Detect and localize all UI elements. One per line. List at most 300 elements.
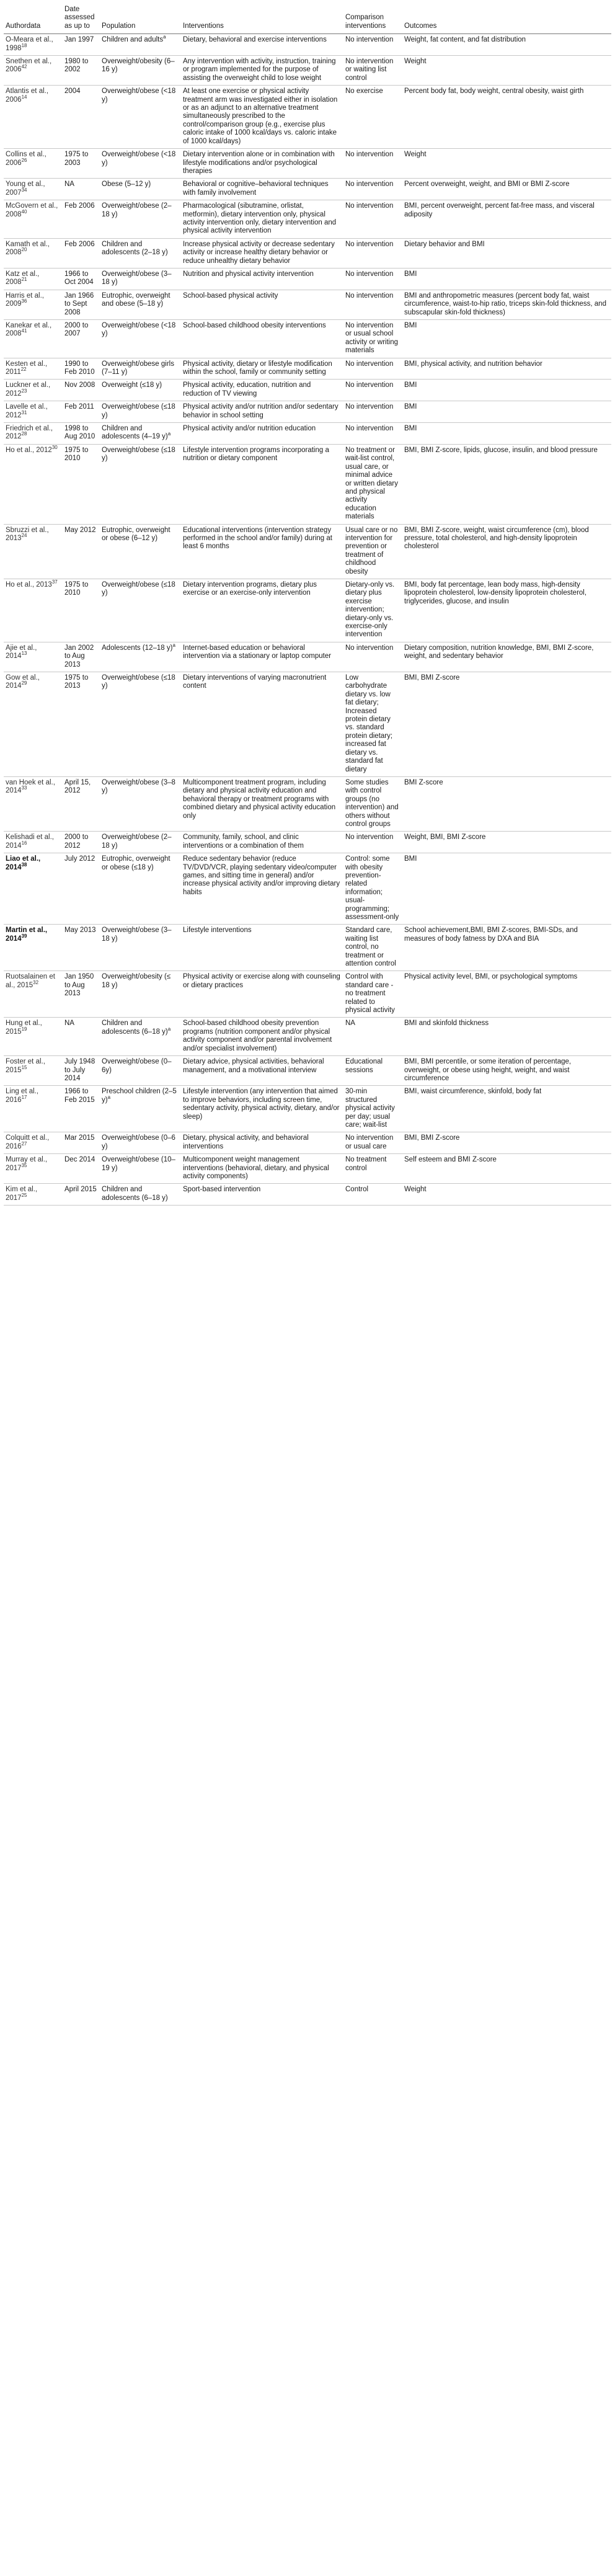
outcomes-cell: BMI and anthropometric measures (percent body fat, waist circumference, waist-to-hip ratio, triceps skin-fold thickness, and subscapular skin-fold thickness) bbox=[402, 290, 611, 319]
date-cell: 2004 bbox=[63, 86, 100, 149]
footnote-marker: a bbox=[107, 1094, 111, 1100]
reference-number: 17 bbox=[21, 1094, 27, 1100]
author-name: Kanekar et al., 2008 bbox=[6, 322, 52, 338]
header-author: Authordata bbox=[4, 3, 63, 34]
comparison-cell: Low carbohydrate dietary vs. low fat dietary; Increased protein dietary vs. standard protein dietary; increased fat dietary vs. standard fat dietary bbox=[343, 672, 402, 777]
population-text: Overweight/obese (3–8 y) bbox=[102, 778, 175, 795]
author-name: McGovern et al., 2008 bbox=[6, 202, 58, 218]
author-cell bbox=[4, 1086, 63, 1132]
interventions-cell: Dietary, behavioral and exercise interventions bbox=[181, 34, 343, 56]
date-cell: April 2015 bbox=[63, 1184, 100, 1206]
table-row bbox=[4, 358, 611, 380]
date-cell: 1966 to Oct 2004 bbox=[63, 268, 100, 290]
table-row bbox=[4, 444, 611, 524]
population-text: Children and adolescents (6–18 y) bbox=[102, 1019, 168, 1036]
population-cell bbox=[100, 56, 181, 86]
outcomes-cell: Weight bbox=[402, 149, 611, 179]
footnote-marker: a bbox=[163, 34, 166, 40]
outcomes-cell: BMI Z-score bbox=[402, 776, 611, 831]
comparison-cell: Standard care, waiting list control, no treatment or attention control bbox=[343, 925, 402, 971]
author-name: Hung et al., 2015 bbox=[6, 1019, 42, 1036]
table-row bbox=[4, 642, 611, 672]
author-name: Young et al., 2007 bbox=[6, 180, 45, 197]
author-name: Murray et al., 2017 bbox=[6, 1156, 48, 1172]
comparison-cell: No intervention bbox=[343, 358, 402, 380]
interventions-cell: Physical activity and/or nutrition education bbox=[181, 423, 343, 445]
table-row bbox=[4, 238, 611, 268]
author-cell bbox=[4, 200, 63, 239]
population-text: Eutrophic, overweight or obese (≤18 y) bbox=[102, 855, 170, 871]
population-text: Overweight/obese (<18 y) bbox=[102, 87, 176, 104]
author-cell bbox=[4, 268, 63, 290]
comparison-cell: Educational sessions bbox=[343, 1056, 402, 1086]
table-row bbox=[4, 1056, 611, 1086]
reference-number: 30 bbox=[51, 445, 58, 451]
interventions-cell: Lifestyle interventions bbox=[181, 925, 343, 971]
author-cell bbox=[4, 776, 63, 831]
interventions-cell: Nutrition and physical activity intervention bbox=[181, 268, 343, 290]
date-cell: Mar 2015 bbox=[63, 1132, 100, 1154]
population-cell bbox=[100, 776, 181, 831]
outcomes-cell: BMI, body fat percentage, lean body mass, high-density lipoprotein cholesterol, low-density lipoprotein cholesterol, triglycerides, glucose, and insulin bbox=[402, 579, 611, 642]
author-name: Martin et al., 2014 bbox=[6, 926, 48, 943]
table-row bbox=[4, 672, 611, 777]
date-cell: April 15, 2012 bbox=[63, 776, 100, 831]
population-cell bbox=[100, 444, 181, 524]
author-name: Friedrich et al., 2012 bbox=[6, 425, 53, 441]
population-text: Overweight/obese (<18 y) bbox=[102, 322, 176, 338]
author-name: Ling et al., 2016 bbox=[6, 1088, 39, 1104]
outcomes-cell: School achievement,BMI, BMI Z-scores, BMI-SDs, and measures of body fatness by DXA and BIA bbox=[402, 925, 611, 971]
population-text: Overweight/obese (3–18 y) bbox=[102, 270, 172, 286]
date-cell: 2000 to 2007 bbox=[63, 320, 100, 358]
comparison-cell: No intervention bbox=[343, 423, 402, 445]
author-cell bbox=[4, 56, 63, 86]
interventions-cell: Internet-based education or behavioral intervention via a stationary or laptop computer bbox=[181, 642, 343, 672]
population-cell bbox=[100, 832, 181, 853]
date-cell: NA bbox=[63, 1018, 100, 1056]
author-name: Snethen et al., 2006 bbox=[6, 58, 52, 74]
population-cell bbox=[100, 290, 181, 319]
reference-number: 24 bbox=[21, 533, 27, 539]
comparison-cell: No intervention bbox=[343, 290, 402, 319]
author-name: van Hoek et al., 2014 bbox=[6, 778, 55, 795]
population-cell bbox=[100, 1154, 181, 1184]
author-cell bbox=[4, 524, 63, 579]
table-row bbox=[4, 1018, 611, 1056]
author-name: Collins et al., 2006 bbox=[6, 151, 46, 167]
population-cell bbox=[100, 34, 181, 56]
reviews-table bbox=[4, 3, 611, 1206]
reference-number: 35 bbox=[21, 1162, 27, 1168]
author-name: Foster et al., 2015 bbox=[6, 1058, 45, 1074]
comparison-cell: No intervention bbox=[343, 380, 402, 401]
population-text: Overweight/obesity (≤ 18 y) bbox=[102, 973, 171, 989]
comparison-cell: No intervention bbox=[343, 149, 402, 179]
date-cell: May 2013 bbox=[63, 925, 100, 971]
author-name: Liao et al., 2014 bbox=[6, 855, 41, 871]
author-name: Harris et al., 2009 bbox=[6, 291, 44, 308]
population-text: Eutrophic, overweight and obese (5–18 y) bbox=[102, 291, 170, 308]
population-text: Children and adults bbox=[102, 36, 164, 44]
author-name: Katz et al., 2008 bbox=[6, 270, 40, 286]
header-comparison: Comparison interventions bbox=[343, 3, 402, 34]
date-cell: 1975 to 2003 bbox=[63, 149, 100, 179]
outcomes-cell: Percent overweight, weight, and BMI or BMI Z-score bbox=[402, 179, 611, 200]
table-row bbox=[4, 1132, 611, 1154]
comparison-cell: No treatment or wait-list control, usual care, or minimal advice or written dietary and physical activity education materials bbox=[343, 444, 402, 524]
interventions-cell: Educational interventions (intervention strategy performed in the school and/or family) during at least 6 months bbox=[181, 524, 343, 579]
outcomes-cell: BMI, waist circumference, skinfold, body fat bbox=[402, 1086, 611, 1132]
population-cell bbox=[100, 423, 181, 445]
author-name: Gow et al., 2014 bbox=[6, 674, 40, 690]
date-cell: 1975 to 2013 bbox=[63, 672, 100, 777]
comparison-cell: Dietary-only vs. dietary plus exercise intervention; dietary-only vs. exercise-only intervention bbox=[343, 579, 402, 642]
interventions-cell: Dietary, physical activity, and behavioral interventions bbox=[181, 1132, 343, 1154]
interventions-cell: Community, family, school, and clinic interventions or a combination of them bbox=[181, 832, 343, 853]
reference-number: 25 bbox=[21, 1192, 27, 1198]
interventions-cell: Dietary advice, physical activities, behavioral management, and a motivational interview bbox=[181, 1056, 343, 1086]
author-cell bbox=[4, 86, 63, 149]
outcomes-cell: Weight bbox=[402, 1184, 611, 1206]
author-cell bbox=[4, 1018, 63, 1056]
date-cell: May 2012 bbox=[63, 524, 100, 579]
table-row bbox=[4, 971, 611, 1018]
population-cell bbox=[100, 380, 181, 401]
outcomes-cell: Dietary composition, nutrition knowledge, BMI, BMI Z-score, weight, and sedentary behavior bbox=[402, 642, 611, 672]
interventions-cell: Multicomponent weight management interventions (behavioral, dietary, and physical activity components) bbox=[181, 1154, 343, 1184]
interventions-cell: School-based childhood obesity interventions bbox=[181, 320, 343, 358]
reference-number: 14 bbox=[21, 94, 27, 100]
reference-number: 42 bbox=[21, 64, 27, 70]
outcomes-cell: BMI bbox=[402, 853, 611, 925]
population-text: Overweight/obese (0–6 y) bbox=[102, 1134, 175, 1150]
author-cell bbox=[4, 642, 63, 672]
table-row bbox=[4, 853, 611, 925]
author-cell bbox=[4, 34, 63, 56]
reference-number: 41 bbox=[21, 328, 27, 334]
population-text: Overweight/obese (≤18 y) bbox=[102, 446, 175, 463]
reference-number: 15 bbox=[21, 1064, 27, 1070]
reference-number: 28 bbox=[21, 431, 27, 437]
table-row bbox=[4, 401, 611, 423]
date-cell: 2000 to 2012 bbox=[63, 832, 100, 853]
outcomes-cell: BMI, BMI percentile, or some iteration of percentage, overweight, or obese using height, weight, and waist circumference bbox=[402, 1056, 611, 1086]
population-text: Children and adolescents (6–18 y) bbox=[102, 1186, 168, 1202]
outcomes-cell: BMI, BMI Z-score bbox=[402, 672, 611, 777]
table-row bbox=[4, 1086, 611, 1132]
table-row bbox=[4, 776, 611, 831]
author-cell bbox=[4, 179, 63, 200]
date-cell: Nov 2008 bbox=[63, 380, 100, 401]
reference-number: 40 bbox=[21, 208, 27, 215]
footnote-marker: a bbox=[172, 642, 175, 648]
population-text: Overweight/obese (≤18 y) bbox=[102, 674, 175, 690]
author-name: Kamath et al., 2008 bbox=[6, 240, 50, 257]
comparison-cell: No intervention bbox=[343, 238, 402, 268]
author-cell bbox=[4, 444, 63, 524]
date-cell: 1998 to Aug 2010 bbox=[63, 423, 100, 445]
author-name: Sbruzzi et al., 2013 bbox=[6, 526, 49, 542]
author-cell bbox=[4, 358, 63, 380]
comparison-cell: No intervention or usual care bbox=[343, 1132, 402, 1154]
author-cell bbox=[4, 832, 63, 853]
comparison-cell: No intervention bbox=[343, 642, 402, 672]
outcomes-cell: BMI bbox=[402, 320, 611, 358]
author-cell bbox=[4, 238, 63, 268]
table-row bbox=[4, 380, 611, 401]
population-text: Overweight/obese (≤18 y) bbox=[102, 580, 175, 597]
comparison-cell: 30-min structured physical activity per day; usual care; wait-list bbox=[343, 1086, 402, 1132]
author-name: Colquitt et al., 2016 bbox=[6, 1134, 50, 1150]
comparison-cell: Usual care or no intervention for prevention or treatment of childhood obesity bbox=[343, 524, 402, 579]
outcomes-cell: Self esteem and BMI Z-score bbox=[402, 1154, 611, 1184]
comparison-cell: No intervention or usual school activity or writing materials bbox=[343, 320, 402, 358]
author-cell bbox=[4, 853, 63, 925]
header-outcomes: Outcomes bbox=[402, 3, 611, 34]
population-cell bbox=[100, 1056, 181, 1086]
population-cell bbox=[100, 149, 181, 179]
author-name: Luckner et al., 2012 bbox=[6, 381, 51, 398]
author-cell bbox=[4, 380, 63, 401]
comparison-cell: No intervention bbox=[343, 268, 402, 290]
author-name: Ho et al., 2012 bbox=[6, 446, 52, 454]
author-cell bbox=[4, 1132, 63, 1154]
population-text: Adolescents (12–18 y) bbox=[102, 644, 173, 652]
comparison-cell: Control with standard care - no treatment related to physical activity bbox=[343, 971, 402, 1018]
comparison-cell: No intervention or waiting list control bbox=[343, 56, 402, 86]
interventions-cell: Dietary intervention programs, dietary plus exercise or an exercise-only intervention bbox=[181, 579, 343, 642]
reference-number: 38 bbox=[21, 861, 27, 868]
reference-number: 39 bbox=[21, 933, 27, 939]
author-cell bbox=[4, 149, 63, 179]
population-text: Eutrophic, overweight or obese (6–12 y) bbox=[102, 526, 170, 542]
table-row bbox=[4, 320, 611, 358]
population-cell bbox=[100, 1132, 181, 1154]
population-cell bbox=[100, 1018, 181, 1056]
outcomes-cell: BMI, BMI Z-score, lipids, glucose, insulin, and blood pressure bbox=[402, 444, 611, 524]
comparison-cell: No intervention bbox=[343, 200, 402, 239]
population-cell bbox=[100, 971, 181, 1018]
author-name: Ajie et al., 2014 bbox=[6, 644, 37, 660]
outcomes-cell: Weight bbox=[402, 56, 611, 86]
author-cell bbox=[4, 401, 63, 423]
author-cell bbox=[4, 971, 63, 1018]
outcomes-cell: Weight, fat content, and fat distribution bbox=[402, 34, 611, 56]
interventions-cell: Behavioral or cognitive–behavioral techniques with family involvement bbox=[181, 179, 343, 200]
population-cell bbox=[100, 1086, 181, 1132]
outcomes-cell: BMI bbox=[402, 268, 611, 290]
date-cell: Feb 2006 bbox=[63, 200, 100, 239]
outcomes-cell: BMI bbox=[402, 423, 611, 445]
reference-number: 26 bbox=[21, 157, 27, 163]
interventions-cell: Dietary intervention alone or in combination with lifestyle modifications and/or psychological therapies bbox=[181, 149, 343, 179]
author-name: Kelishadi et al., 2014 bbox=[6, 833, 54, 850]
date-cell: NA bbox=[63, 179, 100, 200]
table-row bbox=[4, 579, 611, 642]
population-text: Overweight/obese girls (7–11 y) bbox=[102, 360, 174, 376]
footnote-marker: a bbox=[167, 1026, 171, 1033]
date-cell: 1980 to 2002 bbox=[63, 56, 100, 86]
table-row bbox=[4, 268, 611, 290]
comparison-cell: No intervention bbox=[343, 832, 402, 853]
reference-number: 20 bbox=[21, 247, 27, 253]
author-name: Ruotsalainen et al., 2015 bbox=[6, 973, 55, 989]
table-row bbox=[4, 200, 611, 239]
population-cell bbox=[100, 358, 181, 380]
date-cell: 1990 to Feb 2010 bbox=[63, 358, 100, 380]
interventions-cell: Physical activity, dietary or lifestyle modification within the school, family or community setting bbox=[181, 358, 343, 380]
outcomes-cell: Weight, BMI, BMI Z-score bbox=[402, 832, 611, 853]
population-text: Overweight/obese (2–18 y) bbox=[102, 202, 172, 218]
date-cell: Jan 1966 to Sept 2008 bbox=[63, 290, 100, 319]
interventions-cell: Any intervention with activity, instruction, training or program implemented for the purpose of assisting the overweight child to lose weight bbox=[181, 56, 343, 86]
outcomes-cell: Physical activity level, BMI, or psychological symptoms bbox=[402, 971, 611, 1018]
population-cell bbox=[100, 853, 181, 925]
table-row bbox=[4, 149, 611, 179]
date-cell: July 2012 bbox=[63, 853, 100, 925]
population-cell bbox=[100, 925, 181, 971]
population-text: Overweight/obese (3–18 y) bbox=[102, 926, 172, 943]
comparison-cell: Control bbox=[343, 1184, 402, 1206]
table-row bbox=[4, 1184, 611, 1206]
outcomes-cell: Dietary behavior and BMI bbox=[402, 238, 611, 268]
interventions-cell: Lifestyle intervention programs incorporating a nutrition or dietary component bbox=[181, 444, 343, 524]
interventions-cell: Sport-based intervention bbox=[181, 1184, 343, 1206]
reference-number: 27 bbox=[21, 1140, 27, 1147]
date-cell: Jan 1997 bbox=[63, 34, 100, 56]
outcomes-cell: BMI bbox=[402, 380, 611, 401]
header-population: Population bbox=[100, 3, 181, 34]
outcomes-cell: BMI, physical activity, and nutrition behavior bbox=[402, 358, 611, 380]
author-name: O-Meara et al., 1998 bbox=[6, 36, 53, 52]
population-cell bbox=[100, 524, 181, 579]
date-cell: Feb 2011 bbox=[63, 401, 100, 423]
header-interventions: Interventions bbox=[181, 3, 343, 34]
date-cell: Jan 2002 to Aug 2013 bbox=[63, 642, 100, 672]
date-cell: 1975 to 2010 bbox=[63, 579, 100, 642]
reference-number: 34 bbox=[21, 187, 27, 193]
population-text: Overweight/obese (0–6y) bbox=[102, 1058, 172, 1074]
interventions-cell: Physical activity and/or nutrition and/or sedentary behavior in school setting bbox=[181, 401, 343, 423]
outcomes-cell: BMI, BMI Z-score bbox=[402, 1132, 611, 1154]
comparison-cell: No intervention bbox=[343, 34, 402, 56]
population-cell bbox=[100, 642, 181, 672]
reference-number: 37 bbox=[51, 579, 58, 585]
author-name: Kim et al., 2017 bbox=[6, 1186, 38, 1202]
table-row bbox=[4, 925, 611, 971]
reference-number: 36 bbox=[21, 298, 27, 304]
table-row bbox=[4, 86, 611, 149]
population-cell bbox=[100, 401, 181, 423]
table-row bbox=[4, 524, 611, 579]
comparison-cell: Control: some with obesity prevention-related information; usual-programming; assessment-only bbox=[343, 853, 402, 925]
author-cell bbox=[4, 290, 63, 319]
outcomes-cell: Percent body fat, body weight, central obesity, waist girth bbox=[402, 86, 611, 149]
author-cell bbox=[4, 1154, 63, 1184]
population-cell bbox=[100, 179, 181, 200]
author-cell bbox=[4, 320, 63, 358]
comparison-cell: No exercise bbox=[343, 86, 402, 149]
interventions-cell: Lifestyle intervention (any intervention that aimed to improve behaviors, including screen time, sedentary activity, physical activity, dietary, and/or sleep) bbox=[181, 1086, 343, 1132]
footnote-marker: a bbox=[167, 431, 171, 437]
table-row bbox=[4, 56, 611, 86]
comparison-cell: No treatment control bbox=[343, 1154, 402, 1184]
date-cell: Feb 2006 bbox=[63, 238, 100, 268]
table-row bbox=[4, 290, 611, 319]
population-cell bbox=[100, 579, 181, 642]
comparison-cell: No intervention bbox=[343, 179, 402, 200]
author-name: Kesten et al., 2011 bbox=[6, 360, 48, 376]
reference-number: 22 bbox=[20, 366, 27, 373]
population-cell bbox=[100, 238, 181, 268]
population-cell bbox=[100, 1184, 181, 1206]
reference-number: 23 bbox=[21, 388, 27, 394]
reference-number: 31 bbox=[21, 409, 27, 415]
interventions-cell: Reduce sedentary behavior (reduce TV/DVD/VCR, playing sedentary video/computer games, and sitting time in general) and/or increase physical activity and/or improving dietary habits bbox=[181, 853, 343, 925]
comparison-cell: Some studies with control groups (no intervention) and others without control groups bbox=[343, 776, 402, 831]
interventions-cell: Physical activity or exercise along with counseling or dietary practices bbox=[181, 971, 343, 1018]
date-cell: 1975 to 2010 bbox=[63, 444, 100, 524]
population-cell bbox=[100, 86, 181, 149]
reference-number: 21 bbox=[21, 277, 27, 283]
population-cell bbox=[100, 672, 181, 777]
table-row bbox=[4, 179, 611, 200]
table-row bbox=[4, 1154, 611, 1184]
reference-number: 29 bbox=[21, 680, 27, 686]
author-cell bbox=[4, 672, 63, 777]
interventions-cell: At least one exercise or physical activity treatment arm was investigated either in isolation or as an adjunct to an alternative treatment simultaneously prescribed to the control/comparison group (e.g., exercise plus caloric intake of 1000 kcal/days vs. caloric intake of 1000 kcal/days) bbox=[181, 86, 343, 149]
reference-number: 33 bbox=[21, 785, 27, 791]
population-text: Overweight/obese (≤18 y) bbox=[102, 403, 175, 419]
reference-number: 13 bbox=[21, 651, 27, 657]
population-text: Overweight/obesity (6–16 y) bbox=[102, 58, 175, 74]
table-row bbox=[4, 423, 611, 445]
header-date: Date assessed as up to bbox=[63, 3, 100, 34]
author-cell bbox=[4, 1056, 63, 1086]
interventions-cell: Multicomponent treatment program, including dietary and physical activity education and behavioral therapy or treatment programs with combined dietary and physical activity education only bbox=[181, 776, 343, 831]
author-name: Lavelle et al., 2012 bbox=[6, 403, 48, 419]
reference-number: 16 bbox=[21, 840, 27, 846]
interventions-cell: School-based physical activity bbox=[181, 290, 343, 319]
author-name: Ho et al., 2013 bbox=[6, 580, 52, 588]
table-row bbox=[4, 832, 611, 853]
interventions-cell: Increase physical activity or decrease sedentary activity or increase healthy dietary behavior or reduce unhealthy dietary behavior bbox=[181, 238, 343, 268]
interventions-cell: Physical activity, education, nutrition and reduction of TV viewing bbox=[181, 380, 343, 401]
population-text: Overweight (≤18 y) bbox=[102, 381, 162, 389]
date-cell: Dec 2014 bbox=[63, 1154, 100, 1184]
population-text: Children and adolescents (4–19 y) bbox=[102, 425, 168, 441]
header-row bbox=[4, 3, 611, 34]
outcomes-cell: BMI bbox=[402, 401, 611, 423]
author-cell bbox=[4, 925, 63, 971]
population-text: Preschool children (2–5 y) bbox=[102, 1088, 177, 1104]
date-cell: July 1948 to July 2014 bbox=[63, 1056, 100, 1086]
interventions-cell: School-based childhood obesity prevention programs (nutrition component and/or physical activity component and/or parental involvement and/or specialist involvement) bbox=[181, 1018, 343, 1056]
comparison-cell: No intervention bbox=[343, 401, 402, 423]
comparison-cell: NA bbox=[343, 1018, 402, 1056]
interventions-cell: Pharmacological (sibutramine, orlistat, metformin), dietary intervention only, physical activity intervention only, dietary intervention and physical activity intervention bbox=[181, 200, 343, 239]
table-row bbox=[4, 34, 611, 56]
population-text: Obese (5–12 y) bbox=[102, 180, 151, 189]
author-cell bbox=[4, 579, 63, 642]
author-cell bbox=[4, 423, 63, 445]
date-cell: 1966 to Feb 2015 bbox=[63, 1086, 100, 1132]
population-text: Children and adolescents (2–18 y) bbox=[102, 240, 168, 257]
reference-number: 32 bbox=[33, 980, 39, 986]
population-cell bbox=[100, 268, 181, 290]
author-cell bbox=[4, 1184, 63, 1206]
